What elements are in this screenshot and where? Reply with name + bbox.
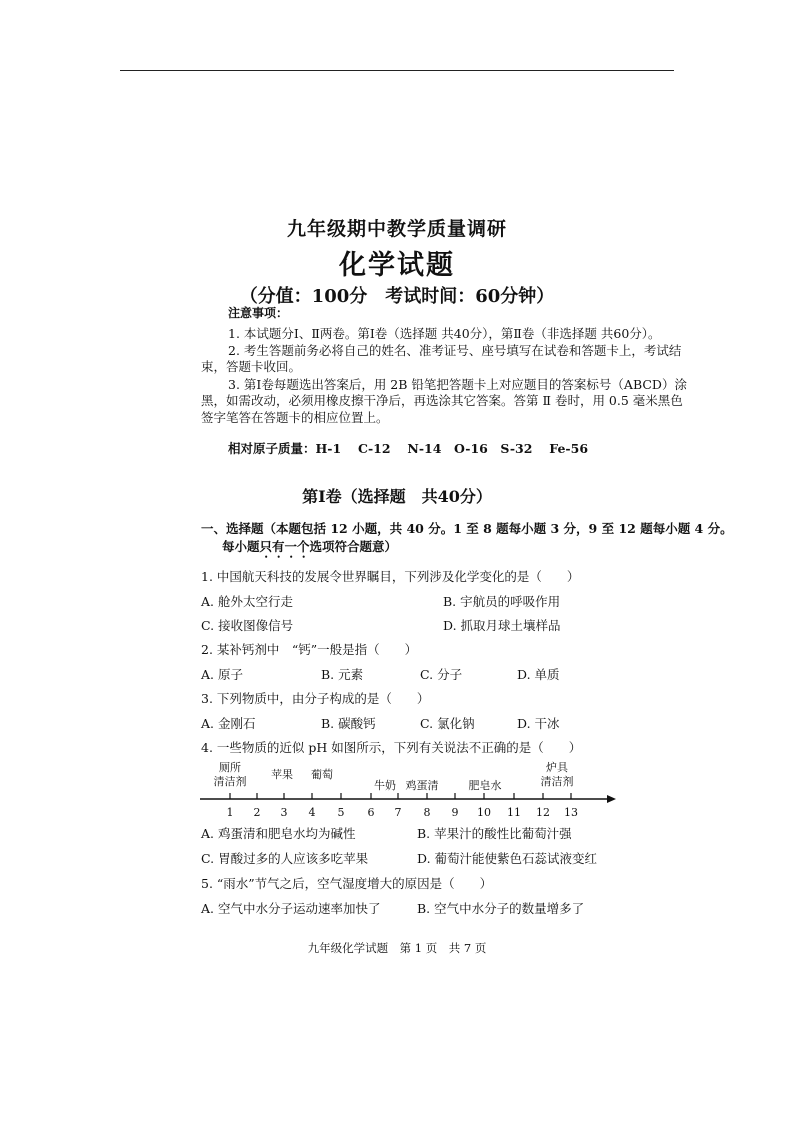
tick-label-11: 11 — [507, 806, 521, 819]
tick-label-6: 6 — [367, 806, 375, 819]
q1-stem: 1. 中国航天科技的发展令世界瞩目，下列涉及化学变化的是（ ） — [201, 569, 580, 584]
q1-option-d: D. 抓取月球土壤样品 — [443, 618, 561, 633]
q1-option-a: A. 舱外太空行走 — [201, 594, 293, 609]
tick-label-1: 1 — [226, 806, 234, 819]
notes-heading: 注意事项： — [228, 306, 289, 320]
q5-option-a: A. 空气中水分子运动速率加快了 — [201, 901, 381, 916]
section-1-instructions-line-2 — [222, 537, 397, 561]
label-soap-water: 肥皂水 — [468, 779, 502, 792]
tick-label-5: 5 — [337, 806, 345, 819]
note-3-line-3: 签字笔答在答题卡的相应位置上。 — [201, 410, 389, 425]
q5-option-b: B. 空气中水分子的数量增多了 — [417, 901, 585, 916]
label-toilet-cleaner-1: 厕所 — [219, 761, 241, 774]
q1-option-b: B. 宇航员的呼吸作用 — [443, 594, 561, 609]
instr-emphasis: 只有一个 — [259, 539, 310, 554]
tick-label-10: 10 — [477, 806, 491, 819]
top-rule — [120, 70, 674, 71]
q5-stem: 5. “雨水”节气之后，空气湿度增大的原因是（ ） — [201, 876, 493, 891]
tick-label-7: 7 — [394, 806, 402, 819]
tick-label-12: 12 — [536, 806, 550, 819]
tick-label-8: 8 — [423, 806, 431, 819]
q3-option-b: B. 碳酸钙 — [321, 716, 376, 731]
instr-pre: 每小题 — [222, 539, 260, 554]
label-stove-cleaner-1: 炉具 — [546, 761, 568, 774]
relative-atomic-mass: 相对原子质量：H-1 C-12 N-14 O-16 S-32 Fe-56 — [228, 441, 589, 456]
section-1-instructions: 一、选择题（本题包括 12 小题，共 40 分。1 至 8 题每小题 3 分，9 至 12 题每小题 4 分。 — [201, 521, 733, 536]
ph-scale-figure — [195, 758, 625, 820]
q3-option-c: C. 氯化钠 — [420, 716, 475, 731]
label-egg-white: 鸡蛋清 — [405, 779, 439, 792]
q1-option-c: C. 接收图像信号 — [201, 618, 294, 633]
note-2-line-2: 束，答题卡收回。 — [201, 359, 302, 374]
tick-label-3: 3 — [280, 806, 288, 819]
q2-option-a: A. 原子 — [201, 667, 243, 682]
q4-option-b: B. 苹果汁的酸性比葡萄汁强 — [417, 826, 572, 841]
section-1-title: 第Ⅰ卷（选择题 共40分） — [302, 487, 492, 506]
q3-stem: 3. 下列物质中，由分子构成的是（ ） — [201, 691, 430, 706]
q4-option-a: A. 鸡蛋清和肥皂水均为碱性 — [201, 826, 356, 841]
tick-label-2: 2 — [253, 806, 261, 819]
note-3-line-1: 3. 第Ⅰ卷每题选出答案后，用 2B 铅笔把答题卡上对应题目的答案标号（ABCD）涂 — [228, 377, 687, 392]
q2-option-c: C. 分子 — [420, 667, 463, 682]
tick-label-13: 13 — [564, 806, 578, 819]
instr-post: 选项符合题意） — [309, 539, 398, 554]
label-apple: 苹果 — [271, 768, 293, 781]
ph-axis-arrow — [607, 795, 616, 803]
note-3-line-2: 黑，如需改动，必须用橡皮擦干净后，再选涂其它答案。答第 Ⅱ 卷时，用 0.5 毫米黑色 — [201, 393, 683, 408]
note-1: 1. 本试题分Ⅰ、Ⅱ两卷。第Ⅰ卷（选择题 共40分），第Ⅱ卷（非选择题 共60分）。 — [228, 326, 661, 341]
q3-option-d: D. 干冰 — [517, 716, 560, 731]
note-2-line-1: 2. 考生答题前务必将自己的姓名、准考证号、座号填写在试卷和答题卡上，考试结 — [228, 343, 682, 358]
q3-option-a: A. 金刚石 — [201, 716, 256, 731]
q2-option-d: D. 单质 — [517, 667, 560, 682]
q4-option-c: C. 胃酸过多的人应该多吃苹果 — [201, 851, 369, 866]
exam-subject-title: 化学试题 — [339, 250, 455, 281]
label-milk: 牛奶 — [374, 779, 396, 792]
q2-option-b: B. 元素 — [321, 667, 364, 682]
label-stove-cleaner-2: 清洁剂 — [540, 775, 574, 788]
q2-stem: 2. 某补钙剂中 “钙”一般是指（ ） — [201, 642, 418, 657]
exam-series-title: 九年级期中教学质量调研 — [286, 218, 507, 240]
exam-score-time: （分值：100分 考试时间：60分钟） — [239, 286, 555, 307]
label-toilet-cleaner-2: 清洁剂 — [213, 775, 247, 788]
label-grape: 葡萄 — [311, 768, 333, 781]
page-footer: 九年级化学试题 第 1 页 共 7 页 — [307, 941, 487, 955]
q4-option-d: D. 葡萄汁能使紫色石蕊试液变红 — [417, 851, 598, 866]
q4-stem: 4. 一些物质的近似 pH 如图所示，下列有关说法不正确的是（ ） — [201, 740, 582, 755]
tick-label-9: 9 — [451, 806, 459, 819]
tick-label-4: 4 — [308, 806, 316, 819]
